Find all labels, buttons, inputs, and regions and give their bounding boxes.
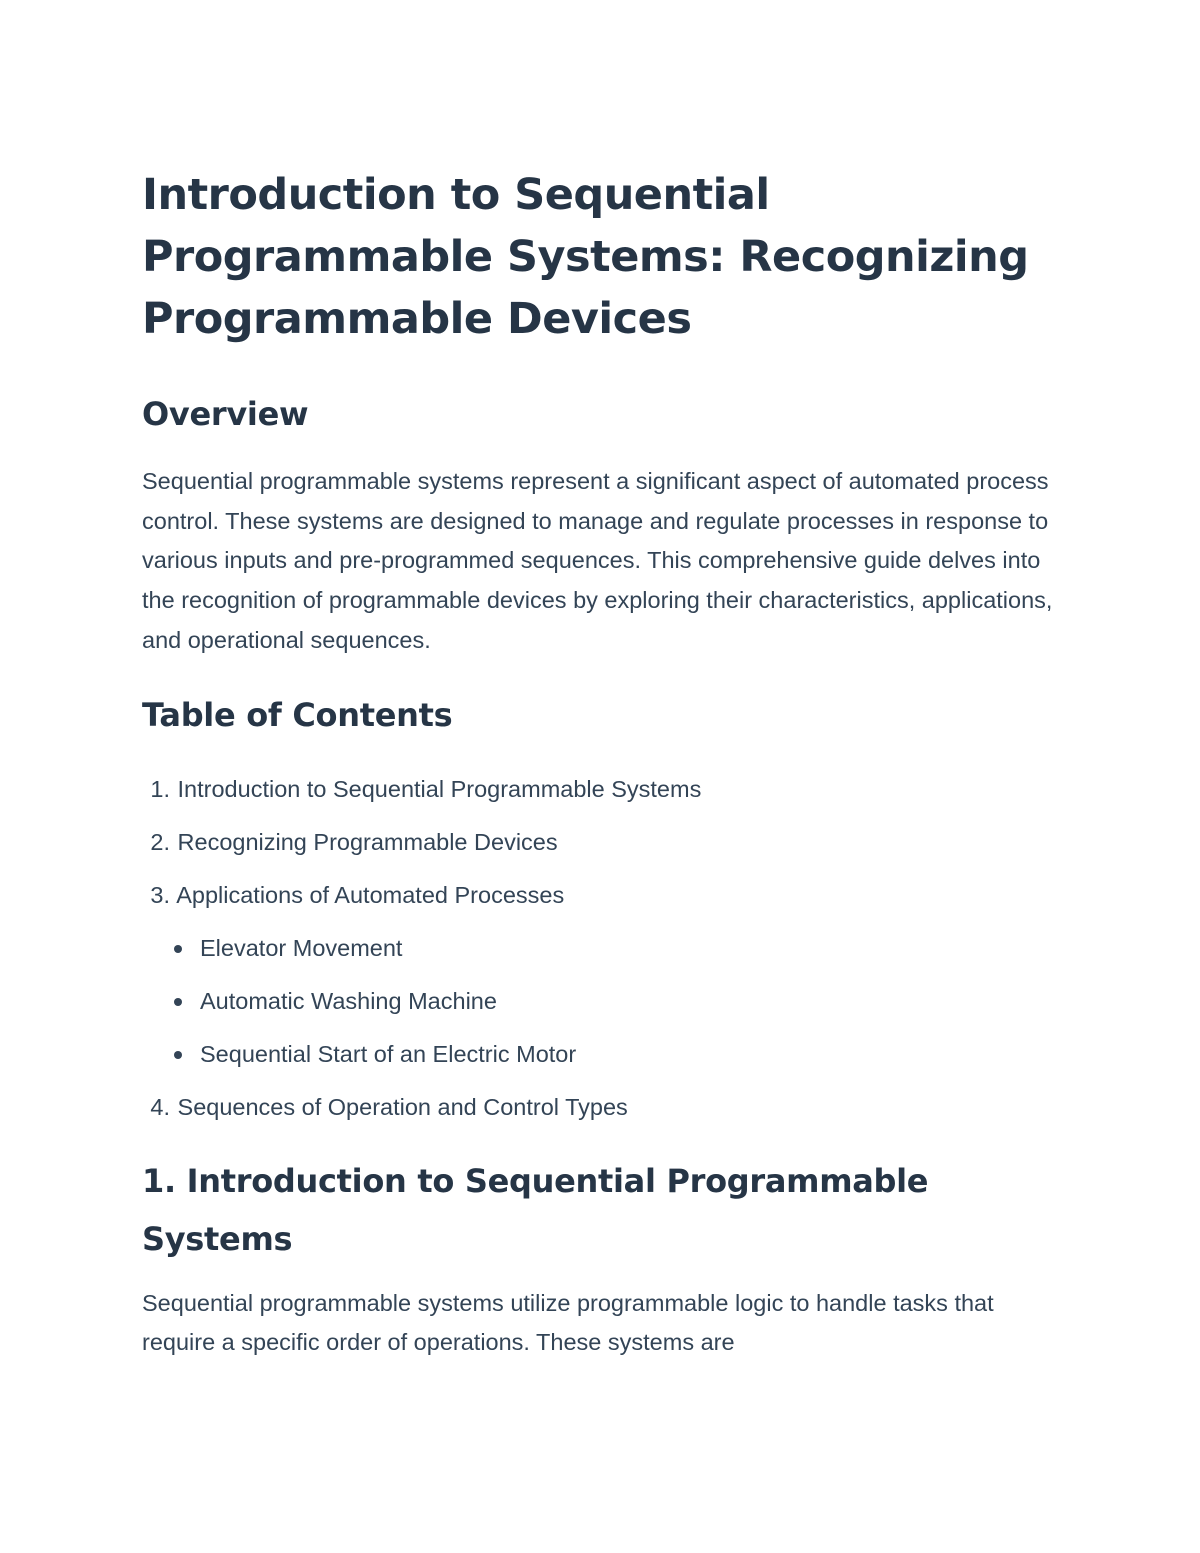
section-1-heading: 1. Introduction to Sequential Programmable Systems: [142, 1161, 929, 1258]
toc-item-label: Applications of Automated Processes: [176, 881, 565, 908]
toc-heading: Table of Contents: [142, 695, 453, 734]
toc-subitem-label: Elevator Movement: [200, 934, 403, 961]
toc-item-3: [142, 869, 1062, 1081]
toc-item-1: [142, 763, 1062, 816]
bullet-icon: [174, 1051, 182, 1059]
toc-subitem-label: Automatic Washing Machine: [200, 987, 497, 1014]
toc-subitem: [170, 1028, 1062, 1081]
section-1-paragraph: Sequential programmable systems utilize programmable logic to handle tasks that require a specific order of operations. These systems are: [142, 1289, 994, 1356]
document-page: [142, 164, 1062, 1363]
toc-item-4: [142, 1081, 1062, 1134]
toc-item-number: 4.: [150, 1093, 170, 1120]
table-of-contents: [142, 763, 1062, 1134]
toc-subitem: [170, 922, 1062, 975]
document-title: Introduction to Sequential Programmable Systems: Recognizing Programmable Devices: [142, 170, 1029, 344]
toc-item-label: Introduction to Sequential Programmable Systems: [177, 775, 702, 802]
toc-item-number: 3.: [150, 881, 170, 908]
toc-item-number: 1.: [150, 775, 170, 802]
overview-heading: Overview: [142, 395, 309, 433]
overview-paragraph: Sequential programmable systems represent a significant aspect of automated process control. These systems are designed to manage and regulate processes in response to various inputs and pre-programmed sequences. This comprehensive guide delves into the recognition of programmable devices by exploring their characteristics, applications, and operational sequences.: [142, 468, 1053, 653]
toc-item-number: 2.: [150, 828, 170, 855]
toc-subitem: [170, 975, 1062, 1028]
toc-sublist: [142, 922, 1062, 1081]
toc-item-label: Recognizing Programmable Devices: [177, 828, 558, 855]
toc-subitem-label: Sequential Start of an Electric Motor: [200, 1040, 577, 1067]
bullet-icon: [174, 945, 182, 953]
toc-item-2: [142, 816, 1062, 869]
bullet-icon: [174, 998, 182, 1006]
toc-item-label: Sequences of Operation and Control Types: [177, 1093, 628, 1120]
